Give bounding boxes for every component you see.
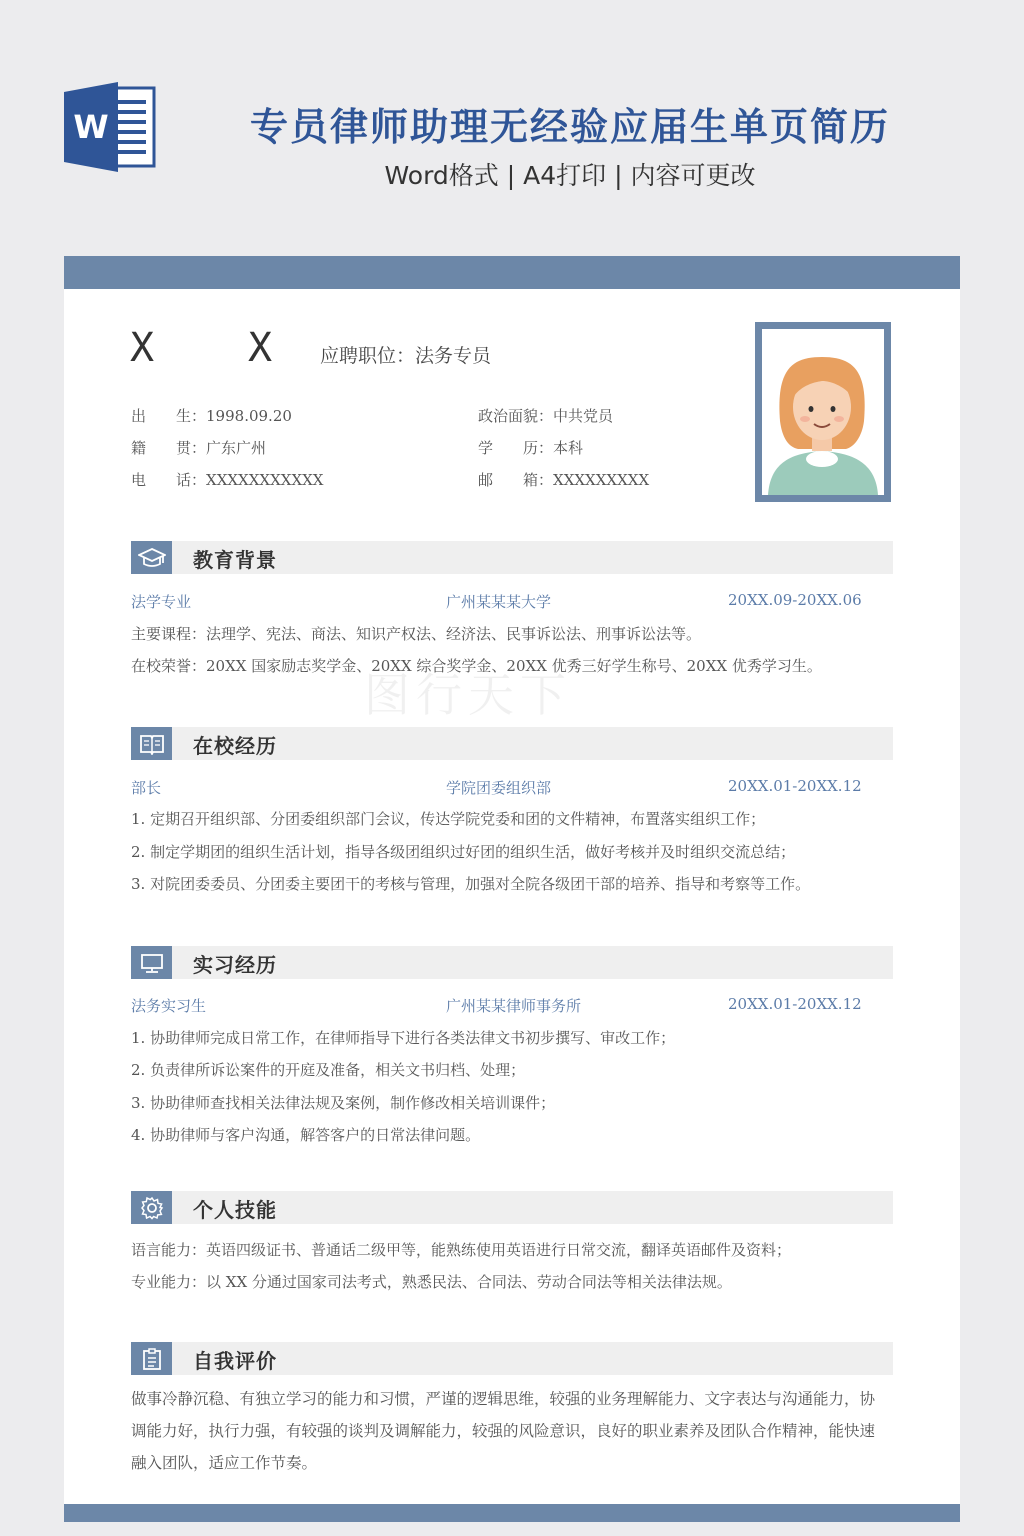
intern-line-2: 2. 负责律所诉讼案件的开庭及准备，相关文书归档、处理； [131,1061,526,1079]
info-value: XXXXXXXXXXX [206,471,324,489]
job-position [320,341,491,368]
watermark: 图行天下 [364,668,572,722]
name-last: X [248,325,273,371]
info-label: 学 历： [478,439,554,457]
top-accent-bar [64,256,960,289]
job-value: 法务专员 [415,345,492,367]
campus-line-3: 3. 对院团委委员、分团委主要团干的考核与管理，加强对全院各级团干部的培养、指导和考察等工作。 [131,875,811,893]
bottom-accent-bar [64,1504,960,1522]
info-email [478,469,649,490]
info-label: 政治面貌： [478,407,554,425]
word-logo-letter: W [73,108,109,146]
section-header-education [131,541,893,574]
campus-period: 20XX.01-20XX.12 [728,777,862,795]
education-period: 20XX.09-20XX.06 [728,591,862,609]
info-label: 出 生： [131,407,207,425]
campus-role: 部长 [131,779,162,797]
book-icon [131,727,172,760]
education-courses: 主要课程：法理学、宪法、商法、知识产权法、经济法、民事诉讼法、刑事诉讼法等。 [131,625,702,643]
education-school: 广州某某某大学 [446,593,552,611]
graduation-cap-icon [131,541,172,574]
page-subtitle: Word格式 | A4打印 | 内容可更改 [384,161,756,190]
intern-period: 20XX.01-20XX.12 [728,995,862,1013]
section-title: 教育背景 [193,548,277,572]
info-native [131,437,266,458]
skills-language: 语言能力：英语四级证书、普通话二级甲等，能熟练使用英语进行日常交流，翻译英语邮件及资料； [131,1241,792,1259]
info-value: XXXXXXXXX [553,471,650,489]
section-title: 自我评价 [193,1349,277,1373]
info-label: 邮 箱： [478,471,554,489]
intern-line-3: 3. 协助律师查找相关法律法规及案例，制作修改相关培训课件； [131,1094,556,1112]
word-document-icon [64,82,156,172]
job-label: 应聘职位： [320,345,416,367]
name-first: X [130,325,155,371]
avatar-illustration [762,329,884,495]
section-title: 实习经历 [193,953,277,977]
info-value: 广东广州 [206,439,267,457]
section-title: 个人技能 [193,1198,277,1222]
info-value: 本科 [553,439,584,457]
section-header-skills [131,1191,893,1224]
section-header-campus [131,727,893,760]
section-header-self-eval [131,1342,893,1375]
monitor-icon [131,946,172,979]
intern-line-4: 4. 协助律师与客户沟通，解答客户的日常法律问题。 [131,1126,481,1144]
info-education [478,437,583,458]
info-political [478,405,613,426]
education-honors: 在校荣誉：20XX 国家励志奖学金、20XX 综合奖学金、20XX 优秀三好学生称号、20XX 优秀学习生。 [131,657,822,675]
campus-org: 学院团委组织部 [446,779,552,797]
info-value: 1998.09.20 [206,407,292,425]
skills-professional: 专业能力：以 XX 分通过国家司法考式，熟悉民法、合同法、劳动合同法等相关法律法规。 [131,1273,732,1291]
clipboard-icon [131,1342,172,1375]
info-label: 籍 贯： [131,439,207,457]
self-eval-text: 做事冷静沉稳、有独立学习的能力和习惯，严谨的逻辑思维，较强的业务理解能力、文字表达与沟通能力，协调能力好，执行力强，有较强的谈判及调解能力，较强的风险意识，良好的职业素养及团队合作精神，能快速融入团队，适应工作节奏。 [131,1390,876,1472]
page-title: 专员律师助理无经验应届生单页简历 [249,105,890,149]
info-phone [131,469,323,490]
campus-line-1: 1. 定期召开组织部、分团委组织部门会议，传达学院党委和团的文件精神，布置落实组织工作； [131,810,766,828]
intern-line-1: 1. 协助律师完成日常工作，在律师指导下进行各类法律文书初步撰写、审改工作； [131,1029,676,1047]
info-value: 中共党员 [553,407,614,425]
resume-page [64,289,960,1504]
intern-org: 广州某某律师事务所 [446,997,582,1015]
campus-line-2: 2. 制定学期团的组织生活计划，指导各级团组织过好团的组织生活，做好考核并及时组织交流总结； [131,843,796,861]
section-title: 在校经历 [193,734,277,758]
info-birth [131,405,292,426]
gear-icon [131,1191,172,1224]
page-header [0,0,1024,256]
intern-role: 法务实习生 [131,997,207,1015]
profile-photo [755,322,891,502]
education-major: 法学专业 [131,593,192,611]
section-header-intern [131,946,893,979]
info-label: 电 话： [131,471,207,489]
